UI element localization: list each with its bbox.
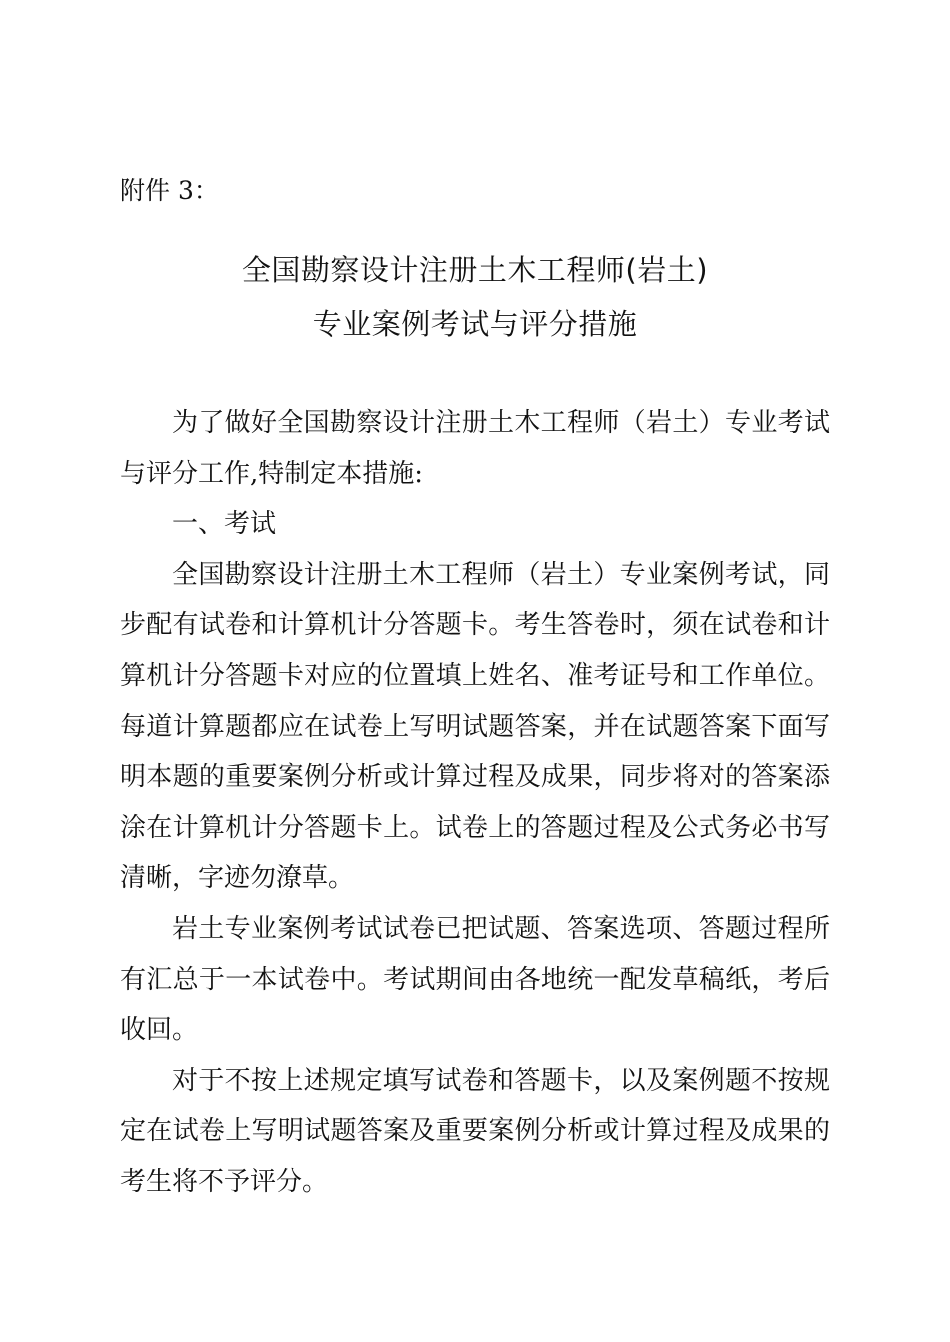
attachment-label: 附件 3： [120,176,219,205]
document-title-line-1: 全国勘察设计注册土木工程师(岩土) [241,253,709,287]
intro-paragraph: 为了做好全国勘察设计注册土木工程师（岩土）专业考试与评分工作,特制定本措施: [120,408,830,489]
section-heading-exam: 一、考试 [172,509,277,540]
no-score-paragraph: 对于不按上述规定填写试卷和答题卡，以及案例题不按规定在试卷上写明试题答案及重要案例分析或计算过程及成果的考生将不予评分。 [120,1065,830,1197]
document-body [120,398,830,1208]
document-title-line-2: 专业案例考试与评分措施 [312,307,638,341]
exam-rules-paragraph: 全国勘察设计注册土木工程师（岩土）专业案例考试，同步配有试卷和计算机计分答题卡。考生答卷时，须在试卷和计算机计分答题卡对应的位置填上姓名、准考证号和工作单位。每道计算题都应在试卷上写明试题答案，并在试题答案下面写明本题的重要案例分析或计算过程及成果，同步将对的答案添涂在计算机计分答题卡上。试卷上的答题过程及公式务必书写清晰，字迹勿潦草。 [120,559,830,894]
exam-paper-paragraph: 岩土专业案例考试试卷已把试题、答案选项、答题过程所有汇总于一本试卷中。考试期间由各地统一配发草稿纸，考后收回。 [120,913,830,1046]
